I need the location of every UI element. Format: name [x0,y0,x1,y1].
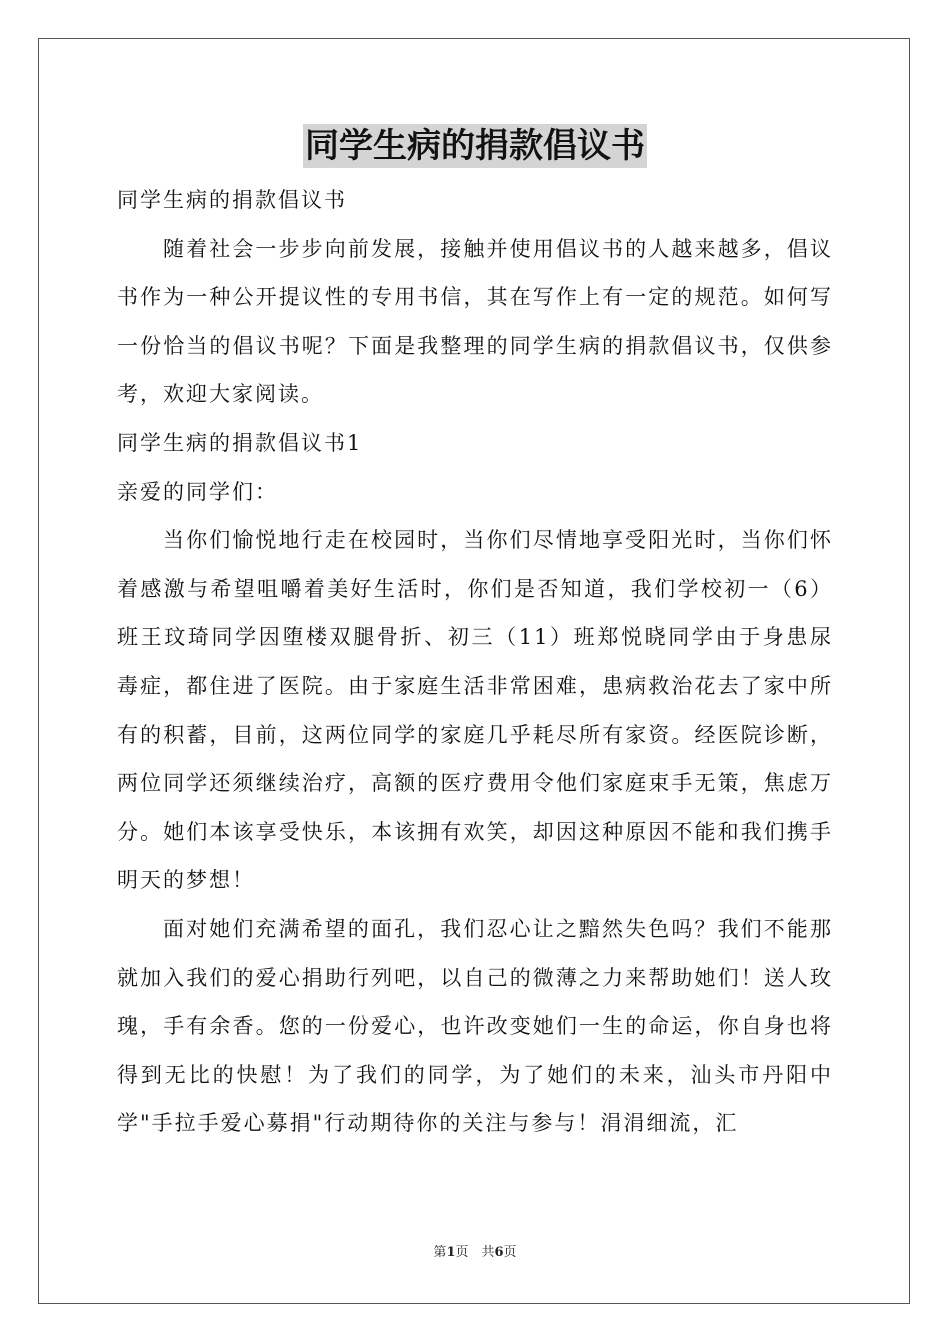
page-label-mid: 页 共 [455,1245,495,1260]
page-label-suffix: 页 [503,1245,517,1260]
page-total-number: 6 [494,1245,504,1260]
title-container [0,124,950,168]
paragraph-body-2: 面对她们充满希望的面孔，我们忍心让之黯然失色吗？我们不能那就加入我们的爱心捐助行列吧，以自己的微薄之力来帮助她们！送人玫瑰，手有余香。您的一份爱心，也许改变她们一生的命运，你自身也将得到无比的快慰！为了我们的同学，为了她们的未来，汕头市丹阳中学"手拉手爱心募捐"行动期待你的关注与参与！涓涓细流，汇 [117,916,833,1136]
paragraph-salutation: 亲爱的同学们： [117,479,278,504]
paragraph-subtitle: 同学生病的捐款倡议书 [117,188,347,212]
page-footer [0,1244,950,1262]
paragraph-intro: 随着社会一步步向前发展，接触并使用倡议书的人越来越多，倡议书作为一种公开提议性的专用书信，其在写作上有一定的规范。如何写一份恰当的倡议书呢？下面是我整理的同学生病的捐款倡议书，仅供参考，欢迎大家阅读。 [117,236,833,407]
page-label-prefix: 第 [433,1245,447,1260]
page-current-number: 1 [446,1245,456,1260]
paragraph-body-1: 当你们愉悦地行走在校园时，当你们尽情地享受阳光时，当你们怀着感激与希望咀嚼着美好生活时，你们是否知道，我们学校初一（6）班王玟琦同学因堕楼双腿骨折、初三（11）班郑悦晓同学由于身患尿毒症，都住进了医院。由于家庭生活非常困难，患病救治花去了家中所有的积蓄，目前，这两位同学的家庭几乎耗尽所有家资。经医院诊断，两位同学还须继续治疗，高额的医疗费用令他们家庭束手无策，焦虑万分。她们本该享受快乐，本该拥有欢笑，却因这种原因不能和我们携手明天的梦想！ [117,528,833,893]
document-title: 同学生病的捐款倡议书 [305,126,645,166]
paragraph-heading-1: 同学生病的捐款倡议书1 [117,430,363,455]
document-body [117,176,833,1148]
